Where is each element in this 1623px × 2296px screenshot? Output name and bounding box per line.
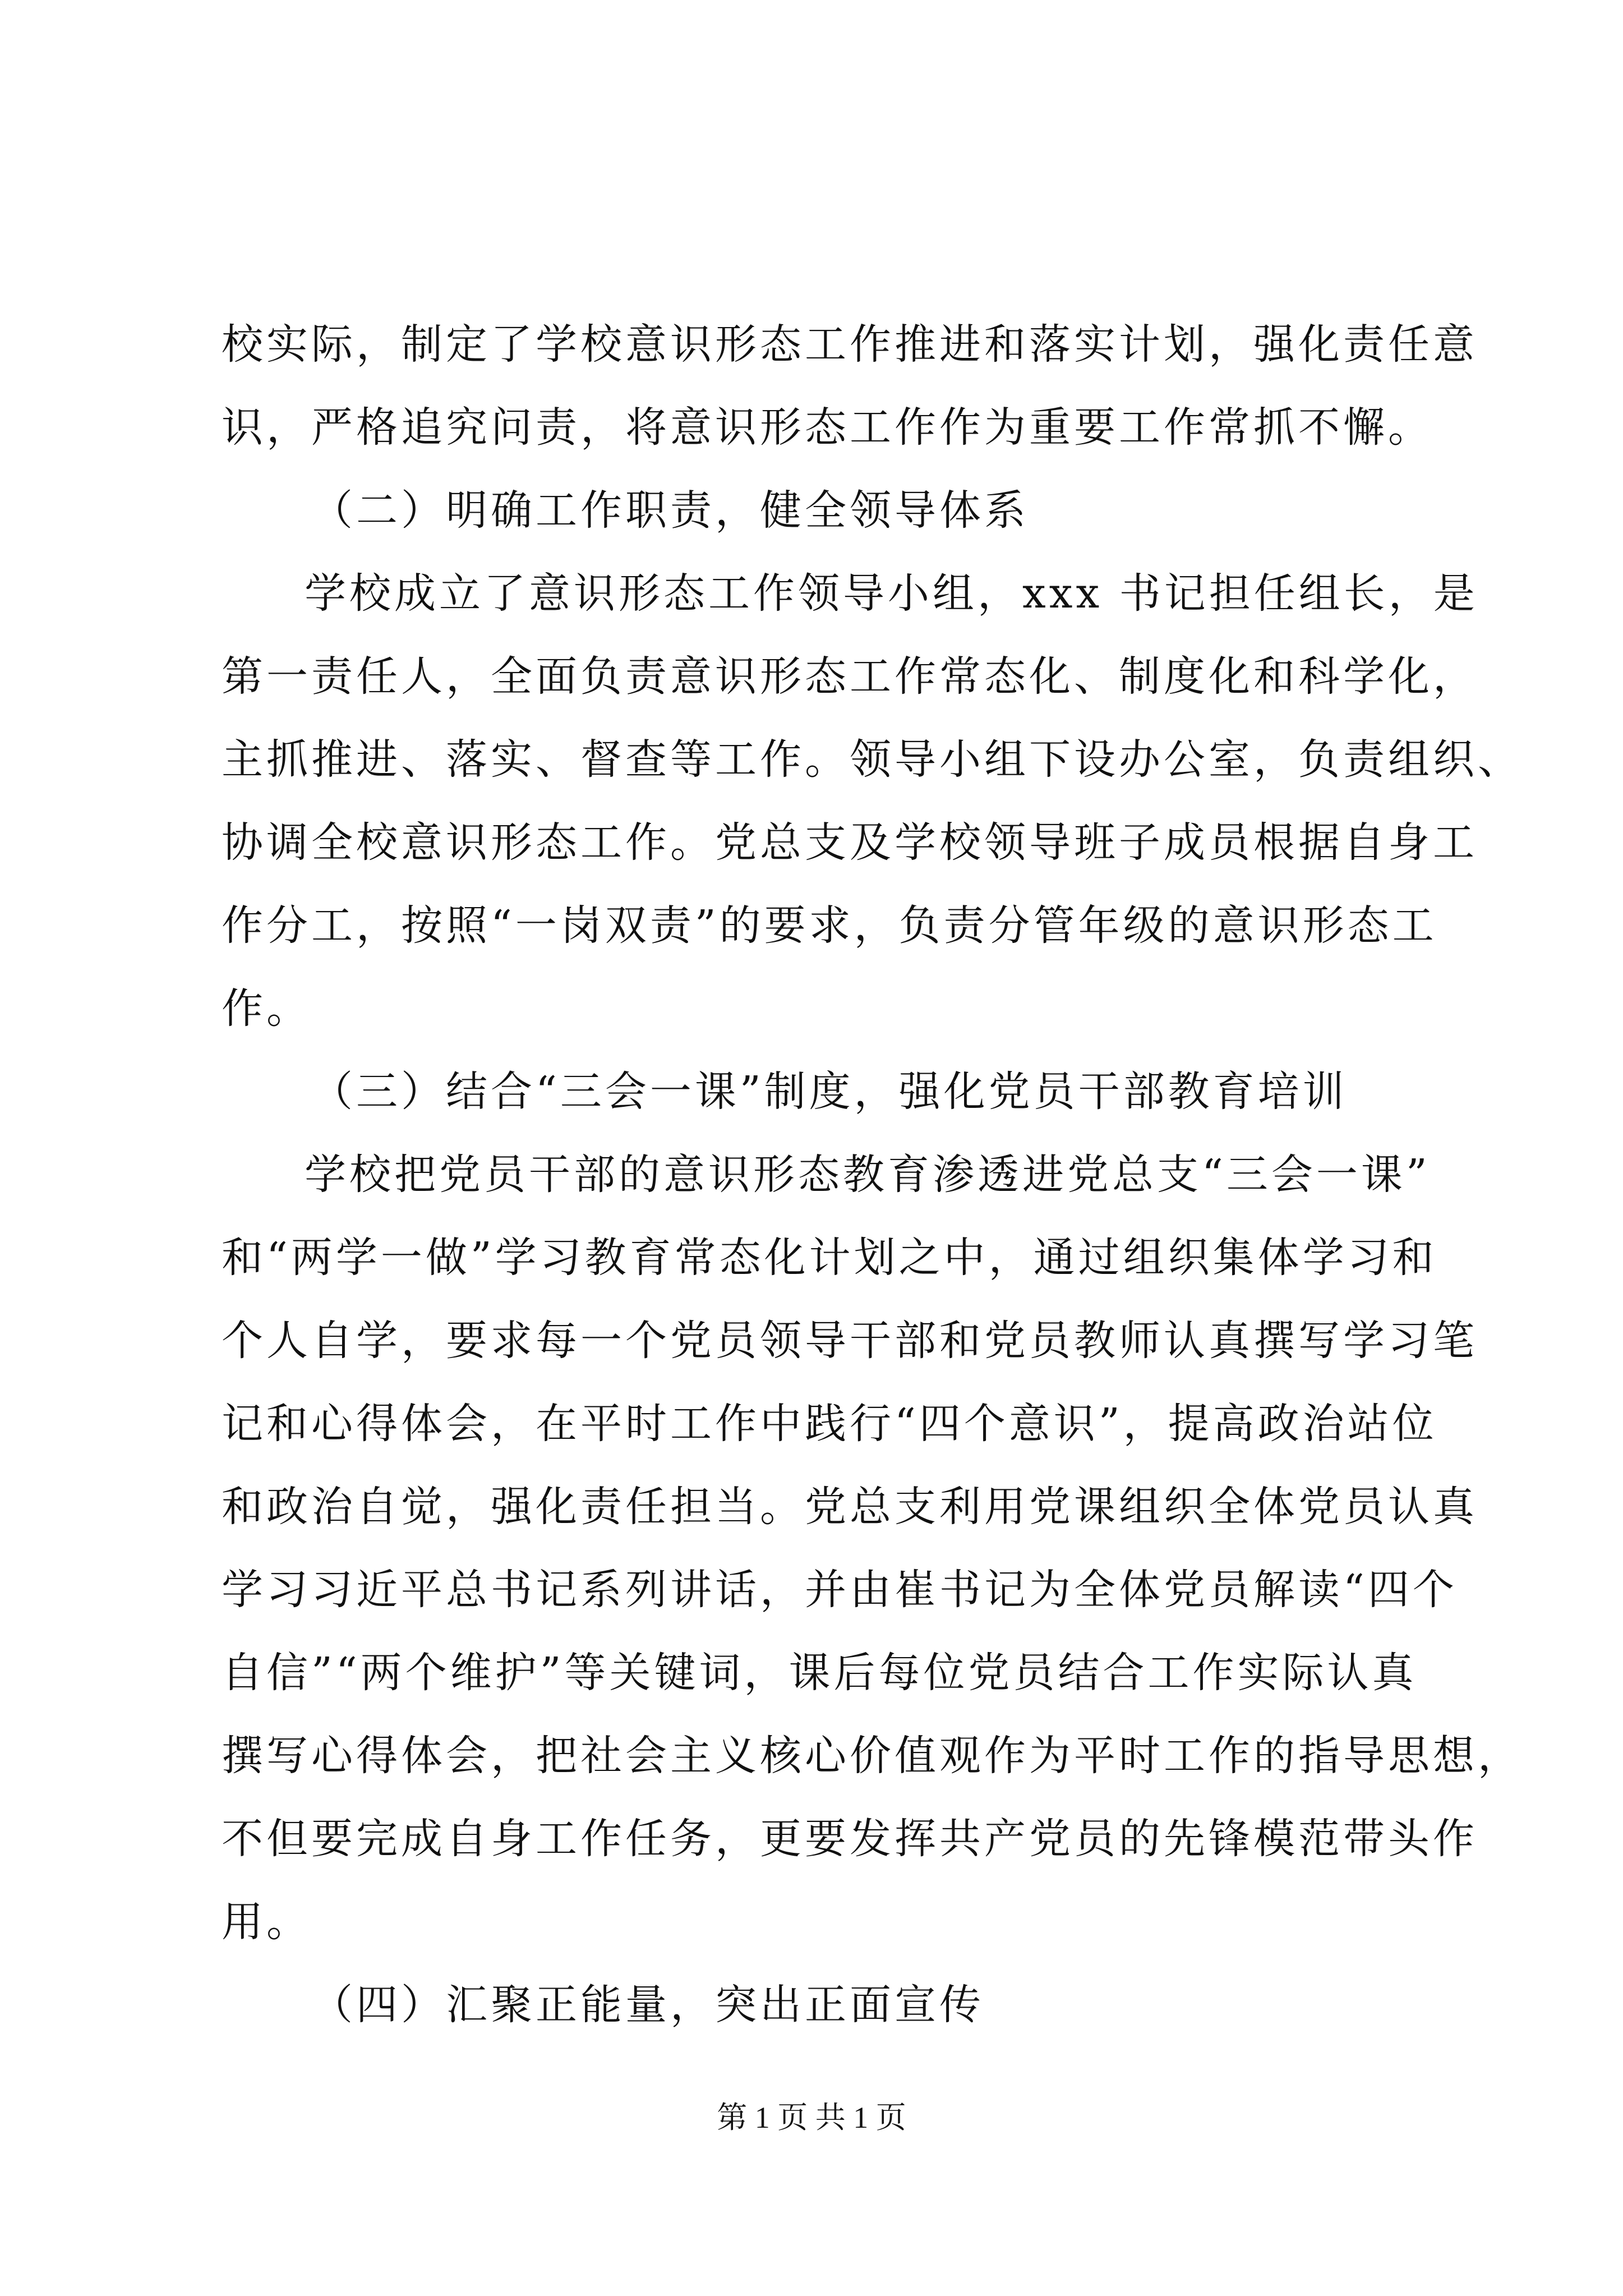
document-body [222, 303, 1523, 2046]
paragraph-line: 撰写心得体会，把社会主义核心价值观作为平时工作的指导思想， [222, 1732, 1523, 1780]
paragraph-line: 个人自学，要求每一个党员领导干部和党员教师认真撰写学习笔 [222, 1317, 1478, 1365]
paragraph-line: 作。 [222, 984, 311, 1033]
paragraph-line: 学校把党员干部的意识形态教育渗透进党总支“三会一课” [305, 1151, 1431, 1199]
paragraph-line: 主抓推进、落实、督查等工作。领导小组下设办公室，负责组织、 [222, 735, 1523, 784]
paragraph-line: 记和心得体会，在平时工作中践行“四个意识”，提高政治站位 [222, 1400, 1437, 1448]
paragraph-line: 校实际，制定了学校意识形态工作推进和落实计划，强化责任意 [222, 320, 1478, 369]
paragraph-line: 作分工，按照“一岗双责”的要求，负责分管年级的意识形态工 [222, 901, 1437, 950]
paragraph-line: 自信”“两个维护”等关键词，课后每位党员结合工作实际认真 [222, 1649, 1417, 1697]
page-footer: 第 1 页 共 1 页 [717, 2101, 906, 2134]
section-heading: （二）明确工作职责，健全领导体系 [311, 486, 1029, 535]
paragraph-line: 和“两学一做”学习教育常态化计划之中，通过组织集体学习和 [222, 1234, 1437, 1282]
paragraph-line: 学习习近平总书记系列讲话，并由崔书记为全体党员解读“四个 [222, 1566, 1458, 1614]
paragraph-line: 用。 [222, 1898, 311, 1946]
paragraph-line: 识，严格追究问责，将意识形态工作作为重要工作常抓不懈。 [222, 403, 1433, 452]
paragraph-line: 协调全校意识形态工作。党总支及学校领导班子成员根据自身工 [222, 818, 1478, 867]
section-heading: （四）汇聚正能量，突出正面宣传 [311, 1981, 984, 2029]
paragraph-line: 不但要完成自身工作任务，更要发挥共产党员的先锋模范带头作 [222, 1815, 1478, 1863]
paragraph-line: 和政治自觉，强化责任担当。党总支利用党课组织全体党员认真 [222, 1483, 1478, 1531]
paragraph-line: 学校成立了意识形态工作领导小组，xxx 书记担任组长，是 [305, 569, 1478, 618]
paragraph-line: 第一责任人，全面负责意识形态工作常态化、制度化和科学化， [222, 652, 1478, 701]
section-heading: （三）结合“三会一课”制度，强化党员干部教育培训 [311, 1068, 1348, 1116]
